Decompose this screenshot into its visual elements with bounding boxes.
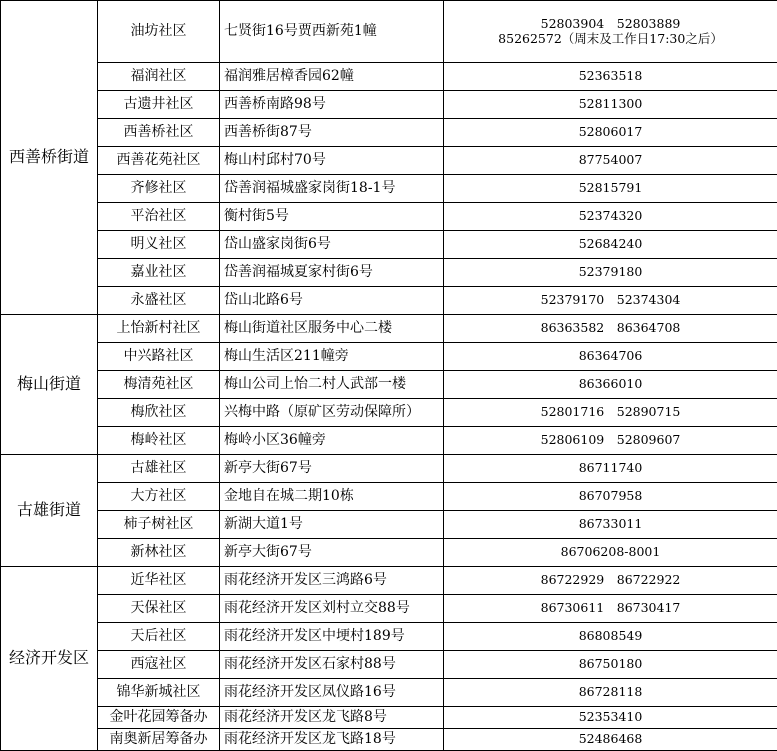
table-row	[1, 623, 777, 651]
address-cell: 雨花经济开发区刘村立交88号	[220, 595, 444, 623]
community-name-cell: 古遗井社区	[98, 91, 220, 119]
phone-number: 52801716 52890715	[540, 404, 681, 420]
phone-number: 52815791	[578, 180, 643, 196]
phone-number: 87754007	[578, 152, 643, 168]
community-name-cell: 西寇社区	[98, 651, 220, 679]
table-row	[1, 287, 777, 315]
phone-number: 86363582 86364708	[540, 320, 681, 336]
district-cell: 西善桥街道	[1, 1, 98, 315]
phone-number: 86728118	[578, 684, 643, 700]
phone-number: 52811300	[578, 96, 643, 112]
community-name-cell: 金叶花园筹备办	[98, 707, 220, 729]
phone-number: 52486468	[578, 731, 643, 747]
district-cell: 古雄街道	[1, 455, 98, 567]
community-name-cell: 永盛社区	[98, 287, 220, 315]
table-row	[1, 203, 777, 231]
community-name-cell: 天保社区	[98, 595, 220, 623]
phone-number: 52806017	[578, 124, 643, 140]
table-row	[1, 343, 777, 371]
address-cell: 雨花经济开发区中埂村189号	[220, 623, 444, 651]
phone-cell	[444, 1, 777, 63]
table-row	[1, 595, 777, 623]
phone-cell	[444, 287, 777, 315]
phone-cell	[444, 729, 777, 751]
address-cell: 梅山生活区211幢旁	[220, 343, 444, 371]
address-cell: 雨花经济开发区石家村88号	[220, 651, 444, 679]
community-name-cell: 锦华新城社区	[98, 679, 220, 707]
table-row	[1, 511, 777, 539]
table-row	[1, 119, 777, 147]
phone-number: 86364706	[578, 348, 643, 364]
phone-number: 86711740	[578, 460, 643, 476]
phone-cell	[444, 623, 777, 651]
address-cell: 西善桥南路98号	[220, 91, 444, 119]
table-row	[1, 231, 777, 259]
table-row	[1, 371, 777, 399]
phone-cell	[444, 147, 777, 175]
phone-cell	[444, 427, 777, 455]
table-row	[1, 1, 777, 63]
phone-number: 86808549	[578, 628, 643, 644]
address-cell: 雨花经济开发区龙飞路8号	[220, 707, 444, 729]
phone-number: 86750180	[578, 656, 643, 672]
address-cell: 金地自在城二期10栋	[220, 483, 444, 511]
community-name-cell: 天后社区	[98, 623, 220, 651]
table-row	[1, 147, 777, 175]
phone-cell	[444, 399, 777, 427]
phone-cell	[444, 91, 777, 119]
address-cell: 岱善润福城夏家村街6号	[220, 259, 444, 287]
address-cell: 七贤街16号贾西新苑1幢	[220, 1, 444, 63]
address-cell: 兴梅中路（原矿区劳动保障所）	[220, 399, 444, 427]
phone-cell	[444, 343, 777, 371]
phone-cell	[444, 175, 777, 203]
community-name-cell: 嘉业社区	[98, 259, 220, 287]
address-cell: 新湖大道1号	[220, 511, 444, 539]
phone-cell	[444, 315, 777, 343]
table-row	[1, 399, 777, 427]
table-row	[1, 567, 777, 595]
table-row	[1, 91, 777, 119]
phone-cell	[444, 651, 777, 679]
phone-number: 52353410	[578, 709, 643, 725]
phone-number: 85262572（周末及工作日17:30之后）	[498, 30, 723, 46]
table-row	[1, 679, 777, 707]
community-name-cell: 油坊社区	[98, 1, 220, 63]
address-cell: 雨花经济开发区龙飞路18号	[220, 729, 444, 751]
table-row	[1, 729, 777, 751]
community-name-cell: 梅欣社区	[98, 399, 220, 427]
table-row	[1, 539, 777, 567]
phone-cell	[444, 707, 777, 729]
phone-number: 52379170 52374304	[540, 292, 681, 308]
phone-number: 52374320	[578, 208, 643, 224]
address-cell: 新亭大街67号	[220, 539, 444, 567]
address-cell: 梅山公司上怡二村人武部一楼	[220, 371, 444, 399]
table-body	[1, 1, 777, 751]
phone-cell	[444, 595, 777, 623]
community-name-cell: 柿子树社区	[98, 511, 220, 539]
community-name-cell: 古雄社区	[98, 455, 220, 483]
address-cell: 西善桥街87号	[220, 119, 444, 147]
phone-number: 86730611 86730417	[540, 600, 681, 616]
phone-cell	[444, 567, 777, 595]
address-cell: 梅岭小区36幢旁	[220, 427, 444, 455]
phone-cell	[444, 483, 777, 511]
table-row	[1, 259, 777, 287]
phone-cell	[444, 63, 777, 91]
phone-cell	[444, 259, 777, 287]
table-row	[1, 427, 777, 455]
phone-number: 52806109 52809607	[540, 432, 681, 448]
community-name-cell: 西善桥社区	[98, 119, 220, 147]
phone-cell	[444, 203, 777, 231]
phone-number: 52363518	[578, 68, 643, 84]
phone-number: 86722929 86722922	[540, 572, 681, 588]
table-row	[1, 483, 777, 511]
phone-cell	[444, 679, 777, 707]
table-row	[1, 455, 777, 483]
phone-cell	[444, 371, 777, 399]
phone-cell	[444, 231, 777, 259]
community-name-cell: 大方社区	[98, 483, 220, 511]
community-name-cell: 福润社区	[98, 63, 220, 91]
table-row	[1, 175, 777, 203]
community-name-cell: 平治社区	[98, 203, 220, 231]
phone-cell	[444, 511, 777, 539]
address-cell: 衡村街5号	[220, 203, 444, 231]
community-name-cell: 梅清苑社区	[98, 371, 220, 399]
phone-number: 52803904 52803889	[540, 16, 681, 32]
address-cell: 梅山村邱村70号	[220, 147, 444, 175]
community-name-cell: 中兴路社区	[98, 343, 220, 371]
address-cell: 雨花经济开发区三鸿路6号	[220, 567, 444, 595]
phone-number: 52684240	[578, 236, 643, 252]
phone-number: 52379180	[578, 264, 643, 280]
community-name-cell: 上怡新村社区	[98, 315, 220, 343]
community-name-cell: 新林社区	[98, 539, 220, 567]
address-cell: 福润雅居樟香园62幢	[220, 63, 444, 91]
address-cell: 新亭大街67号	[220, 455, 444, 483]
address-cell: 岱山盛家岗街6号	[220, 231, 444, 259]
phone-cell	[444, 539, 777, 567]
phone-cell	[444, 455, 777, 483]
address-cell: 雨花经济开发区凤仪路16号	[220, 679, 444, 707]
table-row	[1, 651, 777, 679]
community-name-cell: 明义社区	[98, 231, 220, 259]
table-row	[1, 707, 777, 729]
district-cell: 梅山街道	[1, 315, 98, 455]
table-row	[1, 315, 777, 343]
address-cell: 梅山街道社区服务中心二楼	[220, 315, 444, 343]
community-name-cell: 西善花苑社区	[98, 147, 220, 175]
district-cell: 经济开发区	[1, 567, 98, 751]
community-name-cell: 南奥新居筹备办	[98, 729, 220, 751]
address-cell: 岱山北路6号	[220, 287, 444, 315]
phone-cell	[444, 119, 777, 147]
phone-number: 86733011	[578, 516, 643, 532]
phone-number: 86707958	[578, 488, 643, 504]
phone-number: 86706208-8001	[560, 544, 661, 560]
address-cell: 岱善润福城盛家岗街18-1号	[220, 175, 444, 203]
community-name-cell: 齐修社区	[98, 175, 220, 203]
community-name-cell: 梅岭社区	[98, 427, 220, 455]
community-name-cell: 近华社区	[98, 567, 220, 595]
table-row	[1, 63, 777, 91]
phone-number: 86366010	[578, 376, 643, 392]
